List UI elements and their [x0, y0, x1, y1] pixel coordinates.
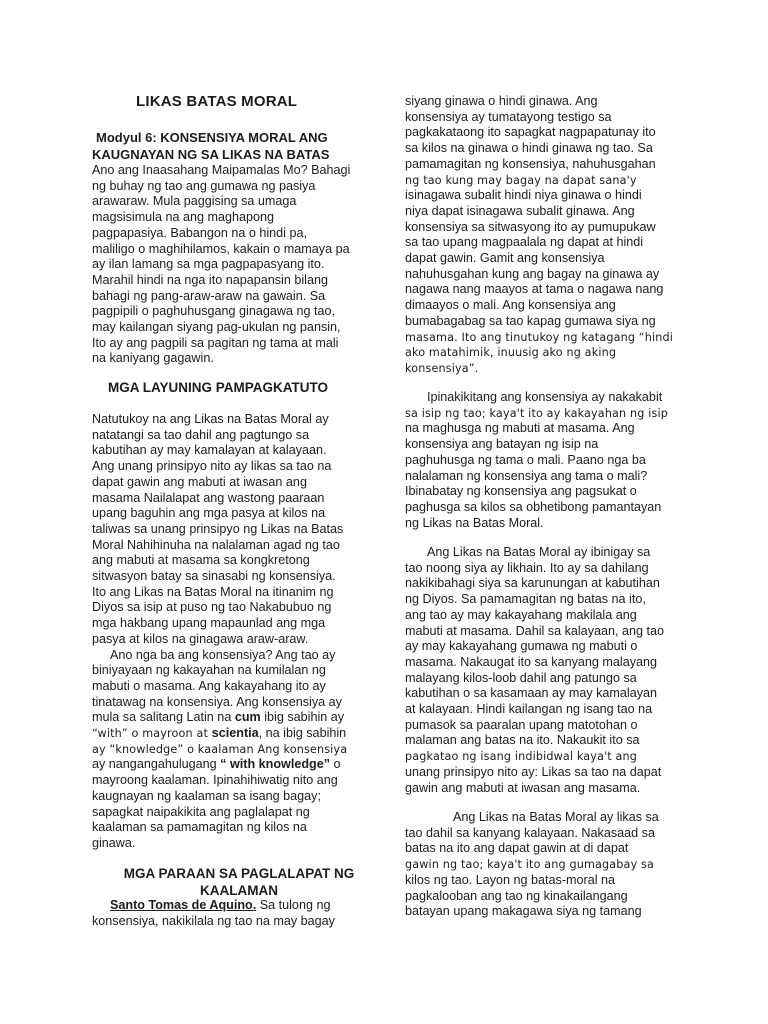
text-line: ng buhay ng tao ang gumawa ng pasiya — [92, 178, 316, 193]
text-line: pagpipili o paghuhusgang ginagawa ng tao, — [92, 304, 335, 319]
paraan-paragraph — [92, 898, 362, 929]
latin-term-scientia: scientia — [211, 726, 259, 741]
text-line: nalalaman ng konsensiya ang tama o mali? — [405, 468, 648, 483]
text-line: sa tao upang magpaalala ng dapat at hindi — [405, 235, 644, 250]
text-line: pasya at kilos na ginagawa araw-araw. — [92, 631, 309, 646]
text-line: ng tao kung may bagay na dapat sana'y — [405, 173, 637, 187]
text-line: gawin ng tao; kaya't ito ang gumagabay sa — [405, 858, 655, 872]
text-line: ang tao ay may kakayahang makilala ang — [405, 607, 637, 622]
text-line: dapat gawin ang mabuti at iwasan ang — [92, 474, 307, 489]
text-line: pumasok sa paaralan upang matotohan o — [405, 717, 638, 732]
text-line: Natutukoy na ang Likas na Batas Moral ay — [92, 412, 329, 426]
modyul-heading — [92, 129, 362, 163]
text-line: dapat gawin. Gamit ang konsensiya — [405, 251, 605, 266]
text-line: nagawa nang maayos at tama o nagawa nang — [405, 282, 664, 297]
text-line: konsensiya sa sitwasyong ito ay pumupukaw — [405, 219, 656, 234]
text-line: maliligo o maghihilamos, kakain o mamaya pa — [92, 241, 350, 256]
text-span: , na ibig sabihin — [258, 726, 347, 741]
text-line: batayan upang makagawa siya ng tamang — [405, 904, 642, 919]
text-line: mayroong kaalaman. Ipinahihiwatig nito ang — [92, 773, 338, 788]
text-span: mula sa salitang Latin na — [92, 710, 235, 725]
text-line: kilos ng tao. Layon ng batas-moral na — [405, 872, 616, 887]
text-line: tao noong siya ay likhain. Ito ay sa dahilang — [405, 560, 649, 575]
text-line — [92, 710, 362, 726]
text-line — [92, 898, 362, 914]
text-line: Ang Likas na Batas Moral ay likas sa — [453, 810, 659, 824]
text-line: unang prinsipyo nito ay: Likas sa tao na dapat — [405, 764, 662, 779]
text-line: ako matahimik, inuusig ako ng aking — [405, 346, 617, 360]
text-line: pagpapasiya. Babangon na o hindi pa, — [92, 225, 307, 240]
text-line — [92, 726, 362, 742]
text-line: mga hakbang upang mapaunlad ang mga — [92, 616, 326, 631]
text-line: siyang ginawa o hindi ginawa. Ang — [405, 94, 598, 108]
modyul-heading-line: KAUGNAYAN NG SA LIKAS NA BATAS — [92, 147, 330, 162]
text-line: bahagi ng pang-araw-araw na gawain. Sa — [92, 288, 326, 303]
document-title: LIKAS BATAS MORAL — [136, 93, 298, 110]
text-line — [92, 757, 362, 773]
text-line: Ano nga ba ang konsensiya? Ang tao ay — [110, 647, 336, 662]
text-span: “with” o mayroon at — [92, 727, 212, 741]
text-line: kabutihan o sa kasamaan ay may kamalayan — [405, 686, 658, 701]
text-line: Marahil hindi na nga ito napapansin bilang — [92, 272, 328, 287]
text-line: ay “knowledge” o kaalaman Ang konsensiya — [92, 742, 348, 756]
text-line: gawin ang mabuti at iwasan ang masama. — [405, 780, 641, 795]
text-line: Ang Likas na Batas Moral ay ibinigay sa — [427, 545, 651, 559]
text-line: masama Nailalapat ang wastong paaraan — [92, 490, 325, 505]
text-line: masama. Ito ang tinutukoy ng katagang “hindi — [405, 330, 673, 344]
author-name: Santo Tomas de Aquino. — [110, 898, 257, 912]
text-span: ibig sabihin ay — [260, 710, 345, 725]
konsensiya-paragraph — [405, 94, 673, 377]
section-heading-line: MGA PARAAN SA PAGLALAPAT NG — [123, 866, 355, 881]
text-line: Moral Nahihinuha na nalalaman agad ng tao — [92, 537, 340, 552]
text-line: at kalayaan. Hindi kailangan ng isang tao na — [405, 702, 653, 717]
text-line: sapagkat naipakikita ang paglalapat ng — [92, 804, 310, 819]
text-line: malaman ang batas na ito. Nakaukit ito sa — [405, 733, 640, 748]
kalayaan-paragraph — [405, 810, 673, 920]
text-line: biniyayaan ng kakayahan na kumilalan ng — [92, 663, 326, 678]
text-line: upang baguhin ang mga pasya at kilos na — [92, 506, 326, 521]
text-line: Ito ay ang pagpili sa pagitan ng tama at mali — [92, 335, 339, 350]
text-line: nahuhusgahan kung ang bagay na ginawa ay — [405, 266, 660, 281]
likas-paragraph — [405, 545, 673, 796]
text-line: pagkalooban ang tao ng kinakailangang — [405, 888, 628, 903]
section-heading-line: KAALAMAN — [200, 883, 278, 898]
text-line: Ipinakikitang ang konsensiya ay nakakabit — [427, 390, 663, 404]
text-line: konsensiya”. — [405, 361, 479, 375]
text-line: kabutihan ay may kamalayan at kalayaan. — [92, 443, 327, 458]
text-line: Diyos sa isip at puso ng tao Nakabubuo ng — [92, 600, 332, 615]
text-line: Ito ang Likas na Batas Moral na itinanim ng — [92, 584, 334, 599]
text-line: batas na ito ang dapat gawin at di dapat — [405, 841, 629, 856]
section-heading-paraan — [114, 865, 364, 899]
text-line: ang mabuti at masama sa kongkretong — [92, 553, 310, 568]
text-line: sa kilos na ginawa o hindi ginawa ng tao. Sa — [405, 141, 653, 156]
text-line: ng Diyos. Sa pamamagitan ng batas na ito, — [405, 592, 646, 607]
text-line: arawaraw. Mula paggising sa umaga — [92, 194, 297, 209]
text-line: konsensiya ang batayan ng isip na — [405, 437, 599, 452]
text-line: may kailangan siyang pag-ukulan ng pansin, — [92, 320, 341, 335]
text-line: isinagawa subalit hindi niya ginawa o hindi — [405, 188, 642, 203]
text-line: mabuti o masama. Ang kakayahang ito ay — [92, 678, 326, 693]
text-line: na maghusga ng mabuti at masama. Ang — [405, 421, 635, 436]
text-span: o — [330, 757, 341, 772]
text-line: konsensiya, nakikilala ng tao na may bagay — [92, 913, 335, 928]
with-knowledge-term: “ with knowledge” — [220, 757, 331, 772]
text-line: konsensiya ay tumatayong testigo sa — [405, 109, 612, 124]
text-line: tao dahil sa kanyang kalayaan. Nakasaad sa — [405, 825, 655, 840]
text-line: sitwasyon batay sa sinasabi ng konsensiya. — [92, 569, 336, 584]
text-line: pagkakataong ito sapagkat nagpapatunay ito — [405, 125, 656, 140]
text-line: pagkatao ng isang indibidwal kaya't ang — [405, 750, 638, 764]
text-line: malayang kilos-loob dahil ang patungo sa — [405, 670, 637, 685]
text-line: dimaayos o mali. Ang konsensiya ang — [405, 298, 616, 313]
text-line: ginawa. — [92, 835, 136, 850]
text-line: kaalaman sa pamamagitan ng kilos na — [92, 820, 307, 835]
text-line: ay may kakayahang gumawa ng mabuti o — [405, 639, 638, 654]
text-span: Sa tulong ng — [256, 898, 331, 912]
isip-paragraph — [405, 390, 673, 531]
text-line: Ano ang Inaasahang Maipamalas Mo? Bahagi — [92, 163, 351, 177]
text-line: sa isip ng tao; kaya't ito ay kakayahan ng isip — [405, 406, 668, 420]
text-line: ay ilan lamang sa mga pagpapasyang ito. — [92, 257, 325, 272]
text-line: na kaniyang gagawin. — [92, 351, 214, 366]
text-line: masama. Nakaugat ito sa kanyang malayang — [405, 654, 658, 669]
text-line: tinatawag na konsensiya. Ang konsensiya ay — [92, 694, 342, 709]
text-line: ng Likas na Batas Moral. — [405, 515, 544, 530]
latin-term-cum: cum — [234, 710, 261, 725]
text-line: kaugnayan ng kaalaman sa isang bagay; — [92, 788, 321, 803]
text-line: magsisimula na ang maghapong — [92, 210, 275, 225]
text-line: bumabagabag sa tao kapag gumawa siya ng — [405, 313, 656, 328]
text-line: paghusga sa kilos sa obhetibong pamantayan — [405, 499, 662, 514]
modyul-heading-line: Modyul 6: KONSENSIYA MORAL ANG — [96, 130, 328, 145]
text-line: Ang unang prinsipyo nito ay likas sa tao na — [92, 459, 332, 474]
intro-paragraph — [92, 163, 362, 367]
text-line: pamamagitan ng konsensiya, nahuhusgahan — [405, 156, 656, 171]
text-line: paghuhusga ng tama o mali. Paano nga ba — [405, 452, 646, 467]
section-heading-layunin: MGA LAYUNING PAMPAGKATUTO — [108, 380, 329, 395]
text-line: mabuti at masama. Dahil sa kalayaan, ang tao — [405, 623, 665, 638]
text-line: taliwas sa unang prinsipyo ng Likas na Batas — [92, 521, 344, 536]
text-line: niya dapat isinagawa subalit ginawa. Ang — [405, 203, 635, 218]
text-line: natatangi sa tao dahil ang pagtungo sa — [92, 427, 310, 442]
text-line: nakikibahagi siya sa karunungan at kabutihan — [405, 576, 660, 591]
text-line: Ibinabatay ng konsensiya ang pagsukat o — [405, 484, 637, 499]
text-span: ay nangangahulugang — [92, 757, 221, 772]
layunin-paragraph — [92, 412, 362, 852]
